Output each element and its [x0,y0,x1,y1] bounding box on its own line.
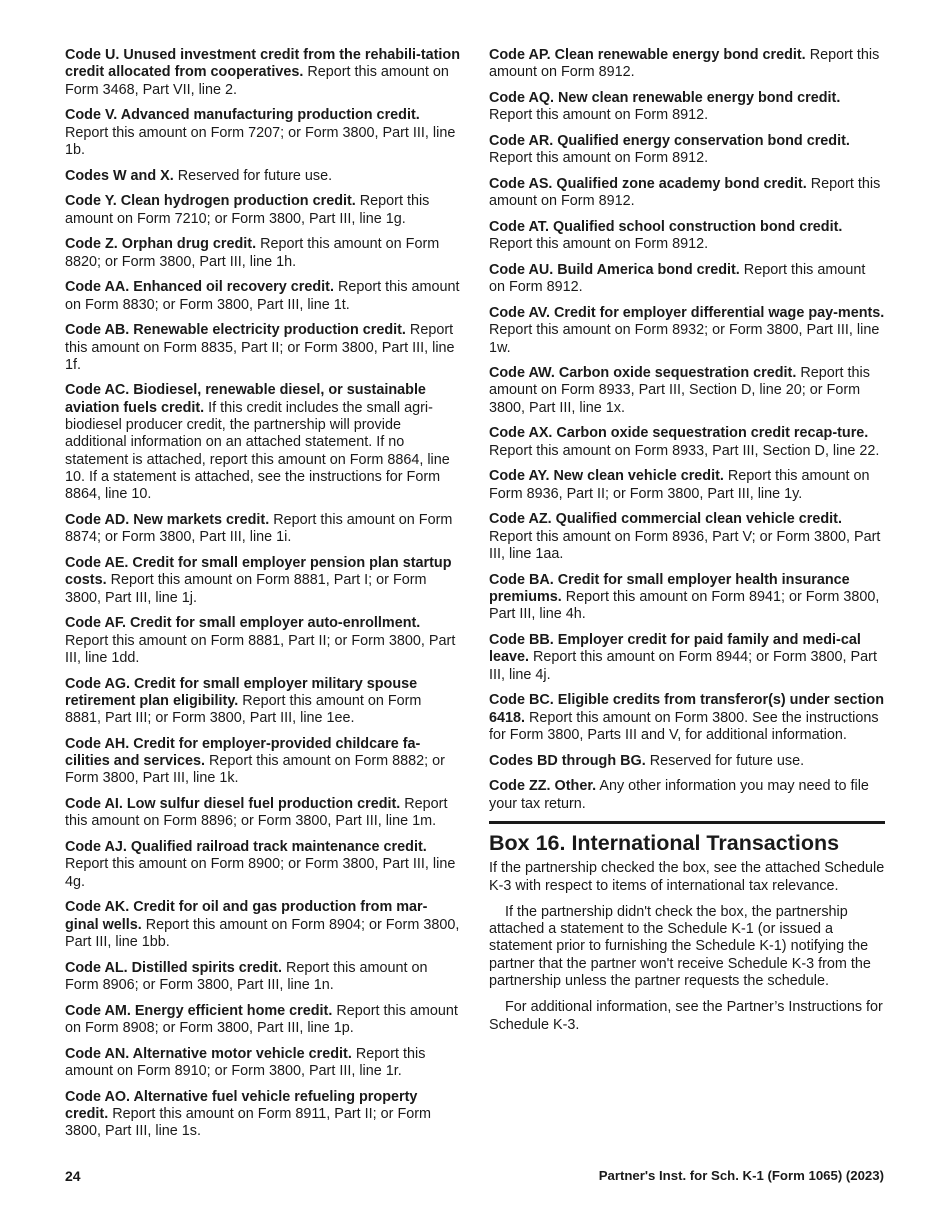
code-entry [65,796,461,831]
code-heading: Code AM. Energy efficient home credit. [65,1002,333,1019]
code-entry [489,511,885,563]
code-heading: Code AU. Build America bond credit. [489,261,740,278]
right-column [489,47,885,1043]
code-entry [65,512,461,547]
code-text: Report this amount on Form 8881, Part III; or Form 3800, Part III, line 1ee. [65,692,422,727]
code-heading: Code AR. Qualified energy conservation bond credit. [489,132,850,149]
code-text: Report this amount on Form 8912. [489,47,880,81]
code-entry [489,262,885,297]
code-heading: Code ZZ. Other. [489,778,597,795]
page-number: 24 [65,1168,81,1184]
code-text: Report this amount on Form 8896; or Form 3800, Part III, line 1m. [65,796,448,830]
code-heading: Code AD. New markets credit. [65,511,270,528]
code-heading: Code AY. New clean vehicle credit. [489,468,724,485]
code-entry [65,1003,461,1038]
code-heading: Code AO. Alternative fuel vehicle refueling property credit. [65,1088,418,1122]
code-entry [489,425,885,460]
code-heading: Code U. Unused investment credit from the rehabili-tation credit allocated from cooperatives. [65,47,460,81]
code-text: Report this amount on Form 8830; or Form 3800, Part III, line 1t. [65,279,460,313]
code-text: Report this amount on Form 8936, Part II; or Form 3800, Part III, line 1y. [489,468,870,502]
code-text: Report this amount on Form 8912. [489,175,881,210]
code-text: Report this amount on Form 8911, Part II; or Form 3800, Part III, line 1s. [65,1105,432,1140]
code-entry [65,555,461,607]
code-heading: Code AK. Credit for oil and gas production from mar-ginal wells. [65,899,428,933]
code-heading: Code AL. Distilled spirits credit. [65,959,282,976]
code-entry [489,176,885,211]
code-heading: Code AP. Clean renewable energy bond credit. [489,47,806,63]
code-entry [489,632,885,684]
code-entry [489,572,885,624]
box16-section [489,821,885,1034]
code-entry [65,960,461,995]
code-entry [65,899,461,951]
code-text: Report this amount on Form 8912. [489,236,709,253]
box16-heading: Box 16. International Transactions [489,831,840,856]
code-entry [489,133,885,168]
code-heading: Code AE. Credit for small employer pension plan startup costs. [65,554,452,589]
code-entry [65,615,461,667]
code-entry [65,47,461,99]
code-entry [489,219,885,254]
code-entry [65,236,461,271]
code-text: Report this amount on Form 8910; or Form 3800, Part III, line 1r. [65,1045,426,1079]
code-entry [65,1089,461,1141]
code-entry [65,676,461,728]
code-text: Report this amount on Form 8936, Part V; or Form 3800, Part III, line 1aa. [489,528,881,563]
code-heading: Code AB. Renewable electricity production credit. [65,322,406,339]
code-heading: Codes W and X. [65,167,174,184]
code-heading: Code V. Advanced manufacturing production credit. [65,107,420,124]
code-heading: Code Z. Orphan drug credit. [65,236,257,253]
footer-doc-title: Partner's Inst. for Sch. K-1 (Form 1065) (2023) [598,1168,884,1183]
code-text: Report this amount on Form 7207; or Form 3800, Part III, line 1b. [65,124,456,158]
code-text: Report this amount on Form 8820; or Form 3800, Part III, line 1h. [65,236,440,270]
code-heading: Code AZ. Qualified commercial clean vehicle credit. [489,511,842,528]
code-heading: Code AN. Alternative motor vehicle credit. [65,1045,352,1062]
code-entry [489,90,885,125]
code-text: Report this amount on Form 8882; or Form 3800, Part III, line 1k. [65,753,445,787]
code-heading: Code AC. Biodiesel, renewable diesel, or sustainable aviation fuels credit. [65,382,426,416]
code-entry [65,839,461,891]
code-text: Report this amount on Form 8933, Part III, Section D, line 20; or Form 3800, Part III, line 1x. [489,365,870,416]
code-heading: Code AW. Carbon oxide sequestration credit. [489,365,797,382]
code-text: Report this amount on Form 7210; or Form 3800, Part III, line 1g. [65,193,430,227]
code-text: Reserved for future use. [177,167,333,184]
code-heading: Codes BD through BG. [489,752,646,769]
code-text: Report this amount on Form 8906; or Form 3800, Part III, line 1n. [65,959,428,993]
code-entry [65,382,461,503]
code-heading: Code AI. Low sulfur diesel fuel production credit. [65,796,401,813]
box16-paragraph: For additional information, see the Partner’s Instructions for Schedule K-3. [489,999,883,1033]
code-heading: Code BA. Credit for small employer health insurance premiums. [489,571,850,606]
code-text: Report this amount on Form 8900; or Form 3800, Part III, line 4g. [65,856,456,890]
code-entry [65,193,461,228]
code-heading: Code AS. Qualified zone academy bond credit. [489,175,807,192]
code-text: Report this amount on Form 8912. [489,261,866,296]
code-entry [489,468,885,503]
code-text: If this credit includes the small agri-biodiesel producer credit, the partnership will provide additional information on an attached statement. If no statement is attached, report this amount on Form 8864, line 10. If a statement is attached, see the instructions for Form 8864, line 10. [65,399,450,503]
code-heading: Code AV. Credit for employer differential wage pay-ments. [489,304,885,321]
code-entry [489,47,885,82]
code-heading: Code AF. Credit for small employer auto-enrollment. [65,615,421,632]
code-text: Report this amount on Form 8941; or Form 3800, Part III, line 4h. [489,589,880,623]
code-heading: Code AQ. New clean renewable energy bond credit. [489,89,841,106]
code-text: Report this amount on Form 8881, Part II; or Form 3800, Part III, line 1dd. [65,632,456,666]
code-entry [65,322,461,374]
code-entry [65,736,461,788]
code-entry [489,778,885,813]
box16-paragraph: If the partnership checked the box, see the attached Schedule K-3 with respect to items of international tax relevance. [489,860,885,894]
code-text: Any other information you may need to file your tax return. [489,778,869,812]
code-heading: Code AH. Credit for employer-provided childcare fa-cilities and services. [65,735,421,770]
code-heading: Code AG. Credit for small employer military spouse retirement plan eligibility. [65,675,418,709]
code-text: Report this amount on Form 8944; or Form 3800, Part III, line 4j. [489,649,877,683]
code-text: Report this amount on Form 8835, Part II; or Form 3800, Part III, line 1f. [65,322,455,373]
code-entry [65,279,461,314]
code-text: Report this amount on Form 8874; or Form 3800, Part III, line 1i. [65,511,453,546]
code-entry [489,305,885,357]
code-text: Report this amount on Form 8908; or Form 3800, Part III, line 1p. [65,1002,458,1036]
code-text: Report this amount on Form 8881, Part I; or Form 3800, Part III, line 1j. [65,572,427,606]
code-entry [65,168,461,185]
code-heading: Code AT. Qualified school construction bond credit. [489,218,843,235]
code-entry [489,753,885,770]
code-entry [489,692,885,744]
code-entry [65,107,461,159]
left-column [65,47,461,1149]
code-entry [489,365,885,417]
code-text: Report this amount on Form 8904; or Form 3800, Part III, line 1bb. [65,916,460,950]
code-text: Reserved for future use. [649,752,805,769]
code-text: Report this amount on Form 8912. [489,150,709,167]
code-text: Report this amount on Form 3468, Part VII, line 2. [65,64,449,98]
code-text: Report this amount on Form 3800. See the instructions for Form 3800, Parts III and V, for additional information. [489,709,879,743]
box16-paragraph: If the partnership didn't check the box, the partnership attached a statement to the Schedule K-1 (or issued a statement prior to furnishing the Schedule K-1) notifying the partner that the partner won't receive Schedule K-3 from the partnership unless the partner requests the schedule. [489,903,871,990]
code-entry [65,1046,461,1081]
code-heading: Code AJ. Qualified railroad track maintenance credit. [65,839,427,856]
code-text: Report this amount on Form 8933, Part III, Section D, line 22. [489,442,880,459]
code-heading: Code BC. Eligible credits from transferor(s) under section 6418. [489,692,885,726]
code-text: Report this amount on Form 8932; or Form 3800, Part III, line 1w. [489,322,880,356]
code-heading: Code AA. Enhanced oil recovery credit. [65,279,334,296]
code-heading: Code AX. Carbon oxide sequestration credit recap-ture. [489,425,869,442]
code-heading: Code Y. Clean hydrogen production credit. [65,193,356,210]
code-text: Report this amount on Form 8912. [489,107,709,124]
code-heading: Code BB. Employer credit for paid family and medi-cal leave. [489,632,861,666]
